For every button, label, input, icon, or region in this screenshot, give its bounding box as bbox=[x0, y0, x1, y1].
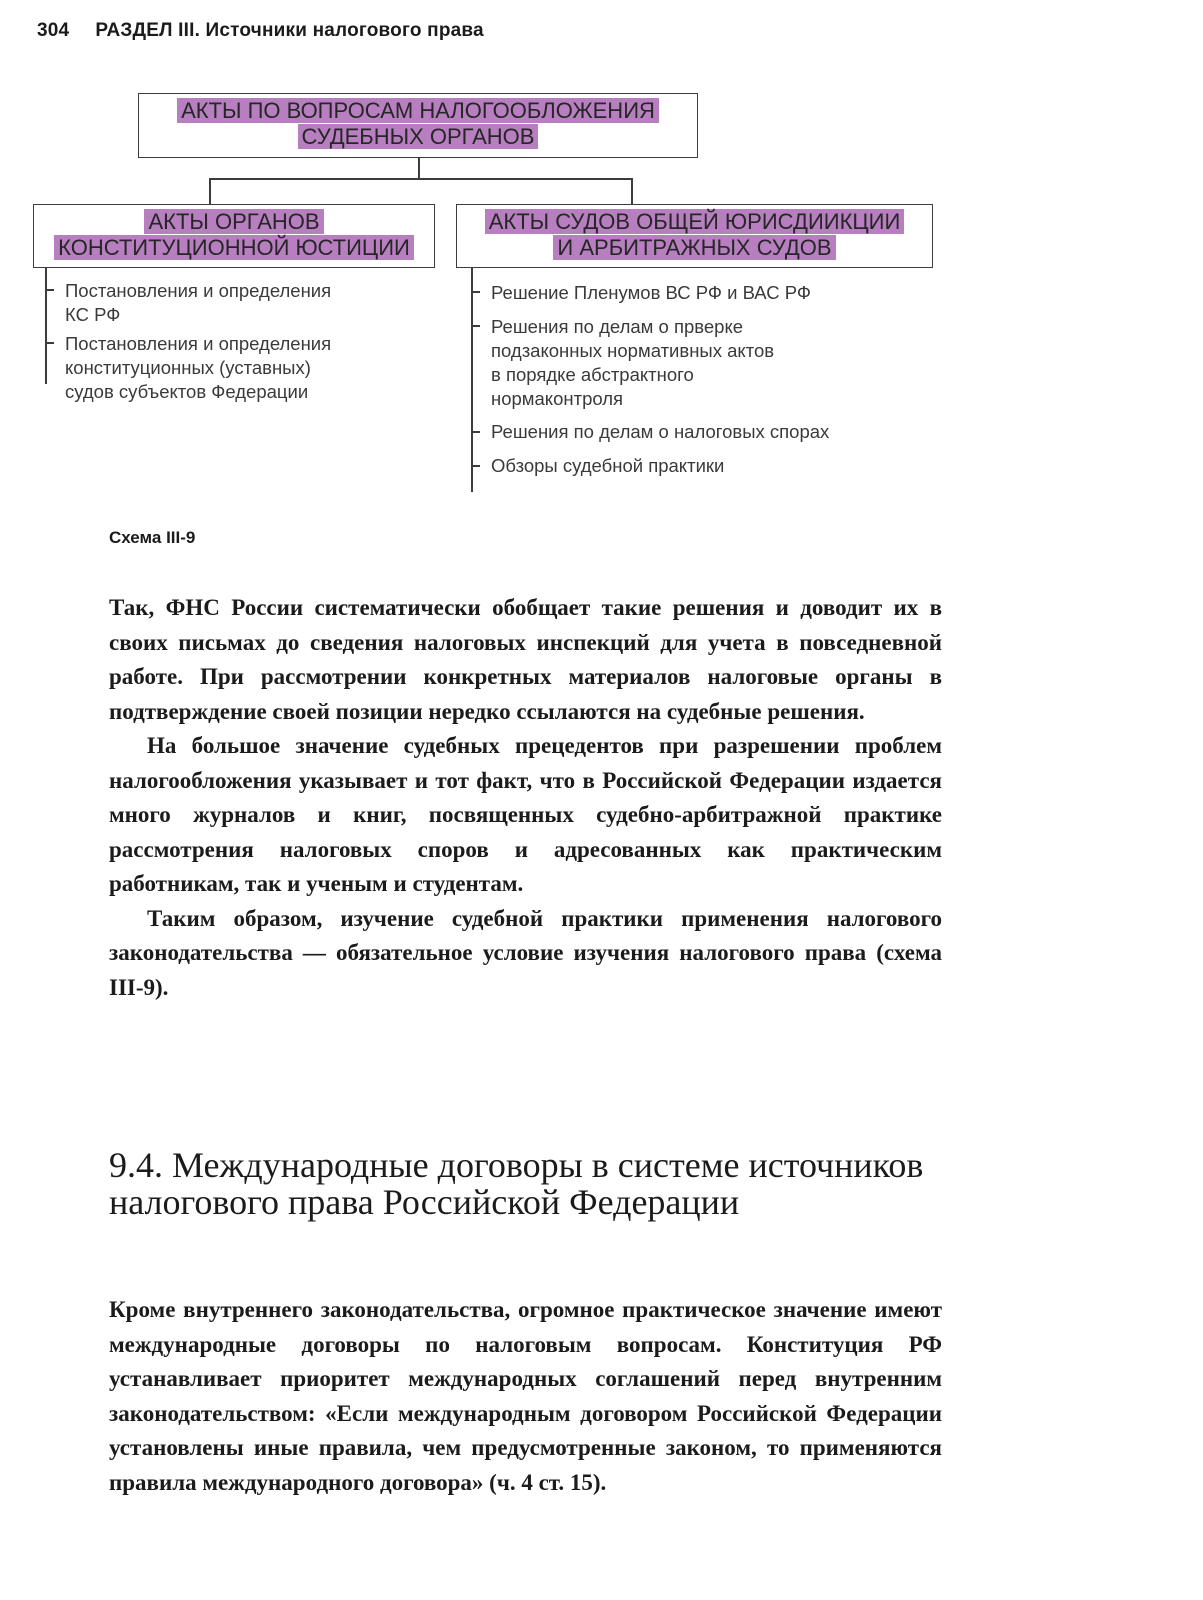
right-box-line-2: И АРБИТРАЖНЫХ СУДОВ bbox=[553, 235, 835, 260]
left-branch-spine bbox=[45, 268, 47, 384]
diagram-right-box bbox=[456, 204, 933, 268]
right-item-2-line-3: в порядке абстрактного bbox=[491, 364, 694, 385]
left-item-2-line-2: конституционных (уставных) bbox=[65, 357, 311, 378]
left-box-line-1: АКТЫ ОРГАНОВ bbox=[144, 209, 323, 234]
paragraph: На большое значение судебных прецедентов при разрешении проблем налогообложения указывает и тот факт, что в Российской Федерации издается много журналов и книг, посвященных судебно-арбитражной практике рассмотрения налоговых споров и адресованных как практическим работникам, так и ученым и студентам. bbox=[109, 733, 942, 896]
root-box-line-2: СУДЕБНЫХ ОРГАНОВ bbox=[298, 124, 539, 149]
left-item-1-line-2: КС РФ bbox=[65, 304, 121, 325]
right-item-3 bbox=[491, 420, 829, 444]
right-item-1-line-1: Решение Пленумов ВС РФ и ВАС РФ bbox=[491, 282, 811, 303]
root-box-line-1: АКТЫ ПО ВОПРОСАМ НАЛОГООБЛОЖЕНИЯ bbox=[177, 98, 659, 123]
right-item-1-tick bbox=[471, 291, 480, 293]
connector-left-down bbox=[209, 178, 211, 204]
left-item-1 bbox=[65, 279, 331, 327]
paragraph: Кроме внутреннего законодательства, огромное практическое значение имеют международные договоры по налоговым вопросам. Конституция РФ устанавливает приоритет международных соглашений перед внутренним законодательством: «Если международным договором Российской Федерации установлены иные правила, чем предусмотренные законом, то применяются правила международного договора» (ч. 4 ст. 15). bbox=[109, 1297, 942, 1495]
figure-caption: Схема III-9 bbox=[109, 528, 196, 547]
body-text-2 bbox=[109, 1293, 942, 1500]
page-number: 304 bbox=[37, 20, 70, 41]
connector-horizontal bbox=[209, 178, 632, 180]
right-item-3-line-1: Решения по делам о налоговых спорах bbox=[491, 421, 830, 442]
running-head-title: РАЗДЕЛ III. Источники налогового права bbox=[95, 20, 484, 41]
left-item-2 bbox=[65, 332, 331, 404]
left-item-2-tick bbox=[45, 342, 54, 344]
court-acts-diagram bbox=[0, 0, 1203, 520]
connector-right-down bbox=[631, 178, 633, 204]
right-item-2-line-1: Решения по делам о прверке bbox=[491, 316, 744, 337]
right-item-4-line-1: Обзоры судебной практики bbox=[491, 455, 725, 476]
paragraph: Так, ФНС России систематически обобщает такие решения и доводит их в своих письмах до сведения налоговых инспекций для учета в повседневной работе. При рассмотрении конкретных материалов налоговые органы в подтверждение своей позиции нередко ссылаются на судебные решения. bbox=[109, 595, 942, 724]
left-box-line-2: КОНСТИТУЦИОННОЙ ЮСТИЦИИ bbox=[54, 235, 414, 260]
right-item-2 bbox=[491, 315, 774, 411]
right-item-2-line-4: нормаконтроля bbox=[491, 388, 624, 409]
right-item-4-tick bbox=[471, 465, 480, 467]
connector-root-down bbox=[418, 158, 420, 179]
section-heading: 9.4. Международные договоры в системе источников налогового права Российской Федерации bbox=[109, 1145, 924, 1222]
right-box-line-1: АКТЫ СУДОВ ОБЩЕЙ ЮРИСДИИКЦИИ bbox=[485, 209, 905, 234]
right-item-2-tick bbox=[471, 325, 480, 327]
diagram-left-box bbox=[33, 204, 435, 268]
right-item-2-line-2: подзаконных нормативных актов bbox=[491, 340, 775, 361]
right-branch-spine bbox=[471, 268, 473, 492]
body-text-1 bbox=[109, 591, 942, 1005]
left-item-2-line-1: Постановления и определения bbox=[65, 333, 332, 354]
diagram-root-box bbox=[138, 93, 698, 158]
right-item-3-tick bbox=[471, 431, 480, 433]
left-item-2-line-3: судов субъектов Федерации bbox=[65, 381, 309, 402]
left-item-1-tick bbox=[45, 289, 54, 291]
paragraph: Таким образом, изучение судебной практики применения налогового законодательства — обязательное условие изучения налогового права (схема III-9). bbox=[109, 905, 942, 1000]
left-item-1-line-1: Постановления и определения bbox=[65, 280, 332, 301]
right-item-1 bbox=[491, 281, 811, 305]
right-item-4 bbox=[491, 454, 724, 478]
